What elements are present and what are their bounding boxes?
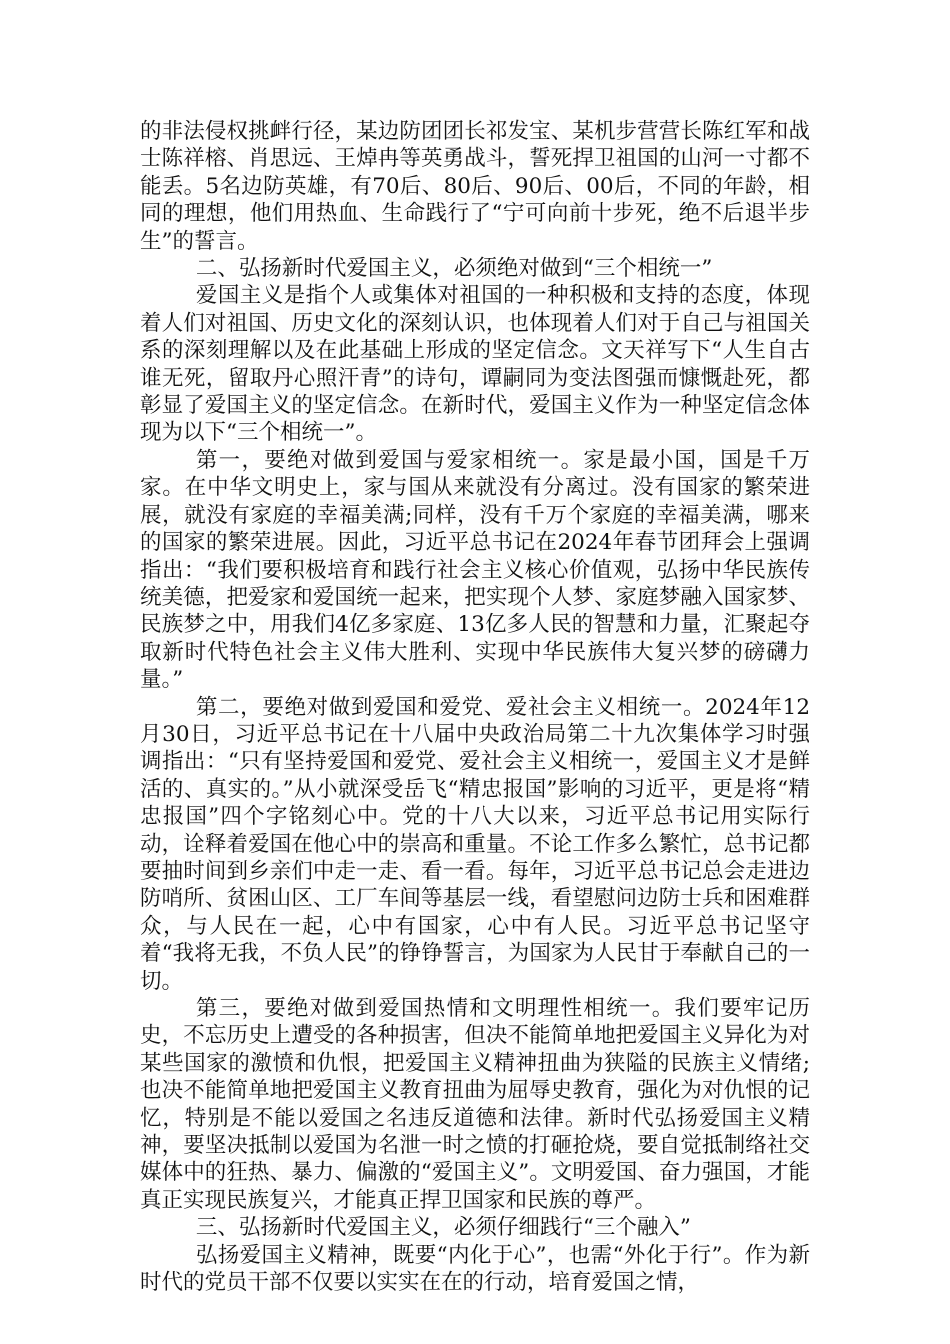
document-body — [140, 118, 810, 1296]
paragraph-4: 第二，要绝对做到爱国和爱党、爱社会主义相统一。2024年12月30日，习近平总书记在十八届中央政治局第二十九次集体学习时强调指出：“只有坚持爱国和爱党、爱社会主义相统一，爱国主义才是鲜活的、真实的。”从小就深受岳飞“精忠报国”影响的习近平，更是将“精忠报国”四个字铭刻心中。党的十八大以来，习近平总书记用实际行动，诠释着爱国在他心中的崇高和重量。不论工作多么繁忙，总书记都要抽时间到乡亲们中走一走、看一看。每年，习近平总书记总会走进边防哨所、贫困山区、工厂车间等基层一线，看望慰问边防士兵和困难群众，与人民在一起，心中有国家，心中有人民。习近平总书记坚守着“我将无我，不负人民”的铮铮誓言，为国家为人民甘于奉献自己的一切。 — [140, 694, 810, 994]
paragraph-2: 爱国主义是指个人或集体对祖国的一种积极和支持的态度，体现着人们对祖国、历史文化的深刻认识，也体现着人们对于自己与祖国关系的深刻理解以及在此基础上形成的坚定信念。文天祥写下“人生自古谁无死，留取丹心照汗青”的诗句，谭嗣同为变法图强而慷慨赴死，都彰显了爱国主义的坚定信念。在新时代，爱国主义作为一种坚定信念体现为以下“三个相统一”。 — [140, 283, 810, 446]
paragraph-1: 的非法侵权挑衅行径，某边防团团长祁发宝、某机步营营长陈红军和战士陈祥榕、肖思远、王焯冉等英勇战斗，誓死捍卫祖国的山河一寸都不能丢。5名边防英雄，有70后、80后、90后、00后，不同的年龄，相同的理想，他们用热血、生命践行了“宁可向前十步死，绝不后退半步生”的誓言。 — [140, 119, 810, 254]
paragraph-5: 第三，要绝对做到爱国热情和文明理性相统一。我们要牢记历史，不忘历史上遭受的各种损害，但决不能简单地把爱国主义异化为对某些国家的激愤和仇恨，把爱国主义精神扭曲为狭隘的民族主义情绪;也决不能简单地把爱国主义教育扭曲为屈辱史教育，强化为对仇恨的记忆，特别是不能以爱国之名违反道德和法律。新时代弘扬爱国主义精神，要坚决抵制以爱国为名泄一时之愤的打砸抢烧，要自觉抵制络社交媒体中的狂热、暴力、偏激的“爱国主义”。文明爱国、奋力强国，才能真正实现民族复兴，才能真正捍卫国家和民族的尊严。 — [140, 996, 810, 1213]
paragraph-6: 弘扬爱国主义精神，既要“内化于心”，也需“外化于行”。作为新时代的党员干部不仅要以实实在在的行动，培育爱国之情， — [140, 1242, 810, 1296]
section-heading-2: 二、弘扬新时代爱国主义，必须绝对做到“三个相统一” — [195, 256, 713, 282]
section-heading-3: 三、弘扬新时代爱国主义，必须仔细践行“三个融入” — [195, 1215, 691, 1241]
paragraph-3: 第一，要绝对做到爱国与爱家相统一。家是最小国，国是千万家。在中华文明史上，家与国从来就没有分离过。没有国家的繁荣进展，就没有家庭的幸福美满;同样，没有千万个家庭的幸福美满，哪来的国家的繁荣进展。因此，习近平总书记在2024年春节团拜会上强调指出：“我们要积极培育和践行社会主义核心价值观，弘扬中华民族传统美德，把爱家和爱国统一起来，把实现个人梦、家庭梦融入国家梦、民族梦之中，用我们4亿多家庭、13亿多人民的智慧和力量，汇聚起夺取新时代特色社会主义伟大胜利、实现中华民族伟大复兴梦的磅礴力量。” — [140, 447, 810, 693]
